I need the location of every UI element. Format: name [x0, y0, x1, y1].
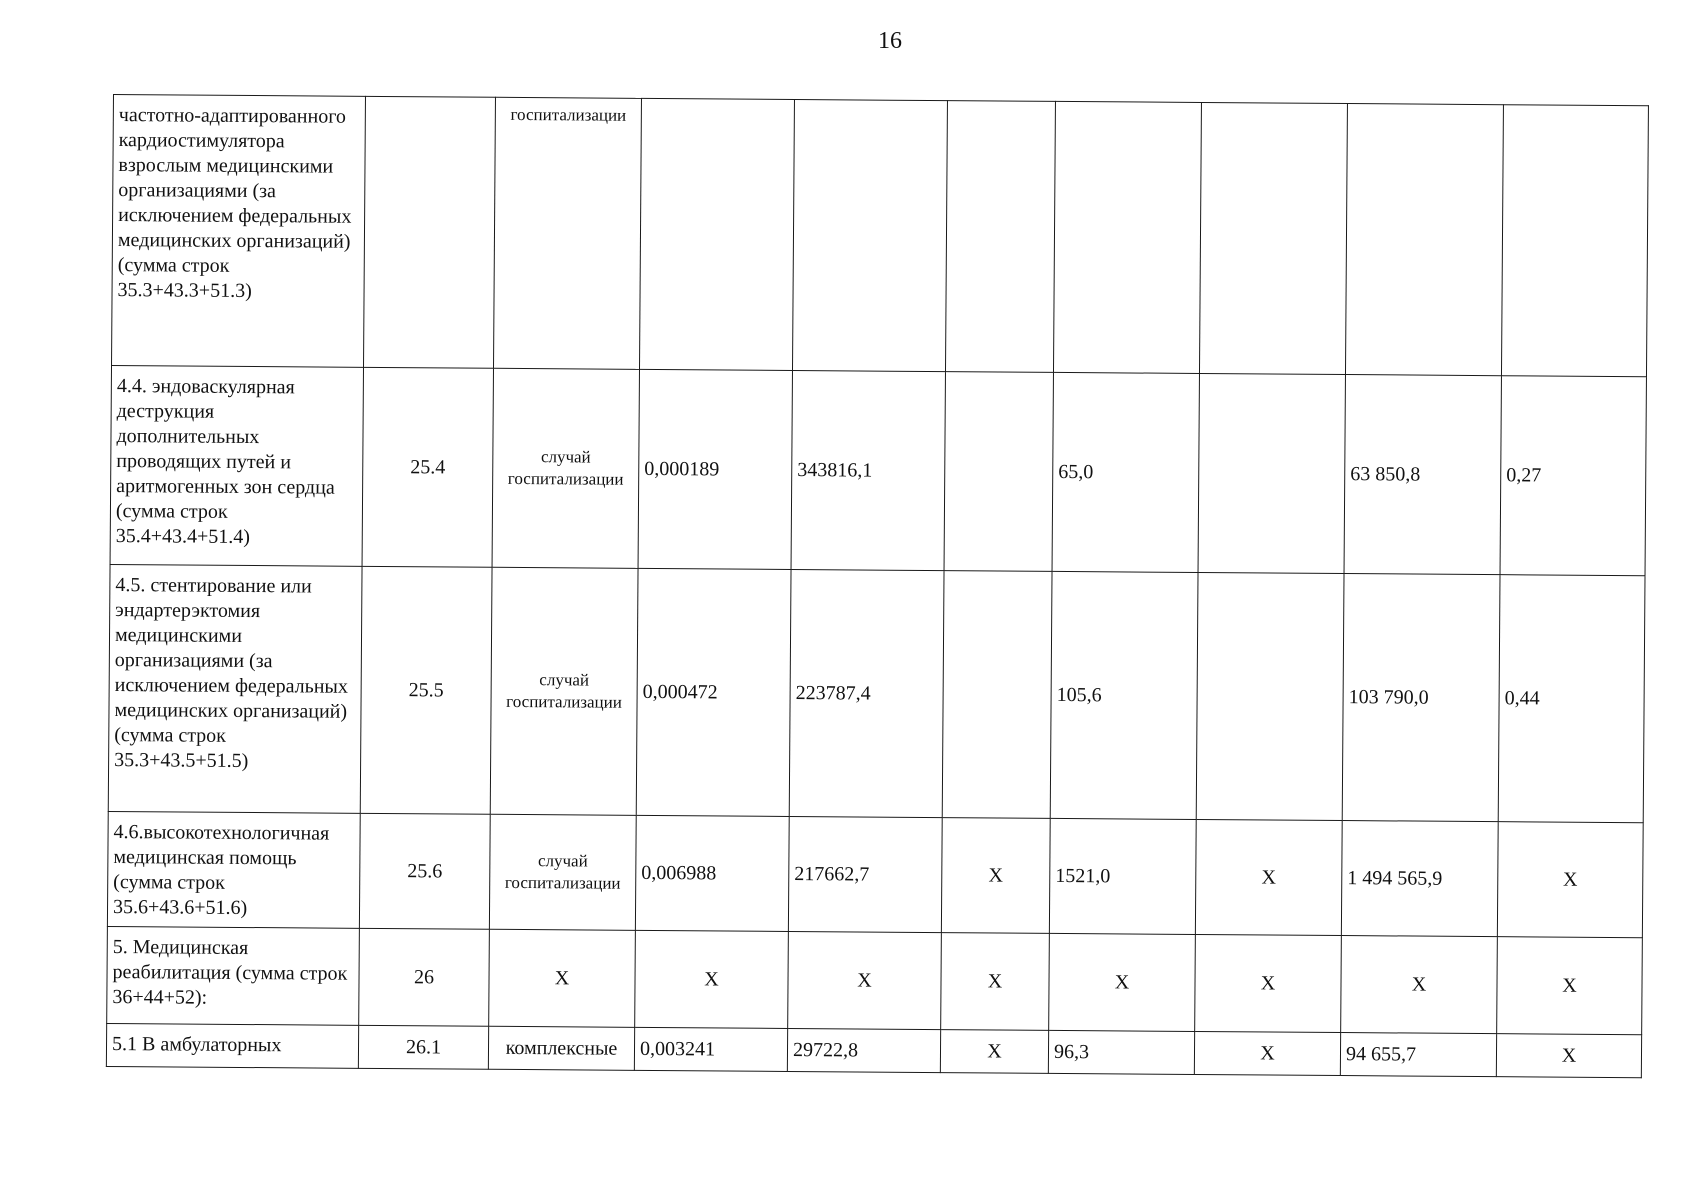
- value-cell: 94 655,7: [1340, 1033, 1496, 1077]
- value-cell: 0,44: [1498, 575, 1645, 823]
- value-cell: 65,0: [1052, 372, 1199, 572]
- value-cell: 343816,1: [791, 370, 945, 570]
- value-cell: 0,000472: [636, 568, 791, 816]
- value-cell: X: [941, 933, 1050, 1031]
- value-cell: X: [788, 931, 942, 1029]
- row-code-cell: 25.4: [362, 367, 493, 567]
- row-name-cell: 4.5. стентирование или эндартерэктомия медицинскими организациями (за исключением федеральных медицинских организаций) (сумма строк 35.3+43.5+51.5): [108, 564, 362, 813]
- row-unit-cell: госпитализации: [493, 97, 641, 369]
- table-row: [108, 564, 1645, 822]
- value-cell: 29722,8: [787, 1028, 940, 1072]
- row-code-cell: 25.6: [359, 813, 490, 929]
- row-unit-cell: комплексные: [488, 1026, 634, 1070]
- row-unit-cell: случай госпитализации: [489, 814, 636, 930]
- row-unit-cell: случай госпитализации: [490, 567, 638, 815]
- value-cell: 96,3: [1048, 1030, 1194, 1074]
- value-cell: [942, 571, 1052, 819]
- value-cell: 103 790,0: [1342, 574, 1500, 822]
- value-cell: X: [941, 818, 1050, 934]
- row-unit-cell: X: [489, 929, 636, 1027]
- value-cell: [1199, 102, 1347, 374]
- row-name-cell: 5.1 В амбулаторных: [106, 1023, 358, 1068]
- value-cell: X: [1195, 819, 1342, 935]
- value-cell: [792, 99, 947, 371]
- row-code-cell: 26: [359, 928, 490, 1026]
- value-cell: X: [1496, 1034, 1641, 1078]
- row-name-cell: 4.6.высокотехнологичная медицинская помощь (сумма строк 35.6+43.6+51.6): [107, 811, 360, 928]
- value-cell: 63 850,8: [1344, 375, 1501, 575]
- value-cell: [944, 372, 1053, 572]
- value-cell: 1521,0: [1049, 818, 1196, 934]
- value-cell: 105,6: [1050, 571, 1198, 819]
- value-cell: X: [1049, 933, 1196, 1031]
- value-cell: X: [940, 1030, 1048, 1074]
- value-cell: 1 494 565,9: [1341, 821, 1498, 937]
- value-cell: X: [1195, 934, 1342, 1032]
- value-cell: [1198, 373, 1345, 573]
- value-cell: X: [1497, 937, 1643, 1035]
- value-cell: X: [1341, 936, 1498, 1034]
- row-unit-cell: случай госпитализации: [492, 368, 639, 568]
- value-cell: X: [1194, 1031, 1340, 1075]
- table-row: [107, 811, 1643, 937]
- value-cell: [1196, 572, 1344, 820]
- value-cell: 0,003241: [634, 1027, 787, 1071]
- value-cell: [1053, 101, 1201, 373]
- value-cell: 0,27: [1500, 376, 1646, 576]
- value-cell: 217662,7: [788, 816, 942, 932]
- row-code-cell: [364, 96, 496, 368]
- value-cell: 0,006988: [635, 815, 789, 931]
- table-row: [107, 926, 1643, 1034]
- row-code-cell: 25.5: [360, 566, 492, 814]
- row-code-cell: 26.1: [358, 1025, 488, 1069]
- value-cell: 0,000189: [638, 369, 792, 569]
- value-cell: [945, 101, 1055, 373]
- table-row: [112, 95, 1649, 377]
- data-table: [106, 94, 1649, 1078]
- row-name-cell: 4.4. эндоваскулярная деструкция дополнительных проводящих путей и аритмогенных зон сердца (сумма строк 35.4+43.4+51.4): [110, 365, 363, 566]
- value-cell: [1345, 104, 1503, 376]
- value-cell: X: [635, 930, 789, 1028]
- row-name-cell: 5. Медицинская реабилитация (сумма строк 36+44+52):: [107, 926, 360, 1025]
- value-cell: X: [1497, 822, 1643, 938]
- value-cell: [1501, 105, 1648, 377]
- value-cell: 223787,4: [789, 569, 944, 817]
- row-name-cell: частотно-адаптированного кардиостимулятора взрослым медицинскими организациями (за исключением федеральных медицинских организаций) (сумма строк 35.3+43.3+51.3): [112, 95, 366, 368]
- value-cell: [639, 98, 794, 370]
- table-row: [110, 365, 1646, 575]
- page-number: 16: [878, 28, 902, 54]
